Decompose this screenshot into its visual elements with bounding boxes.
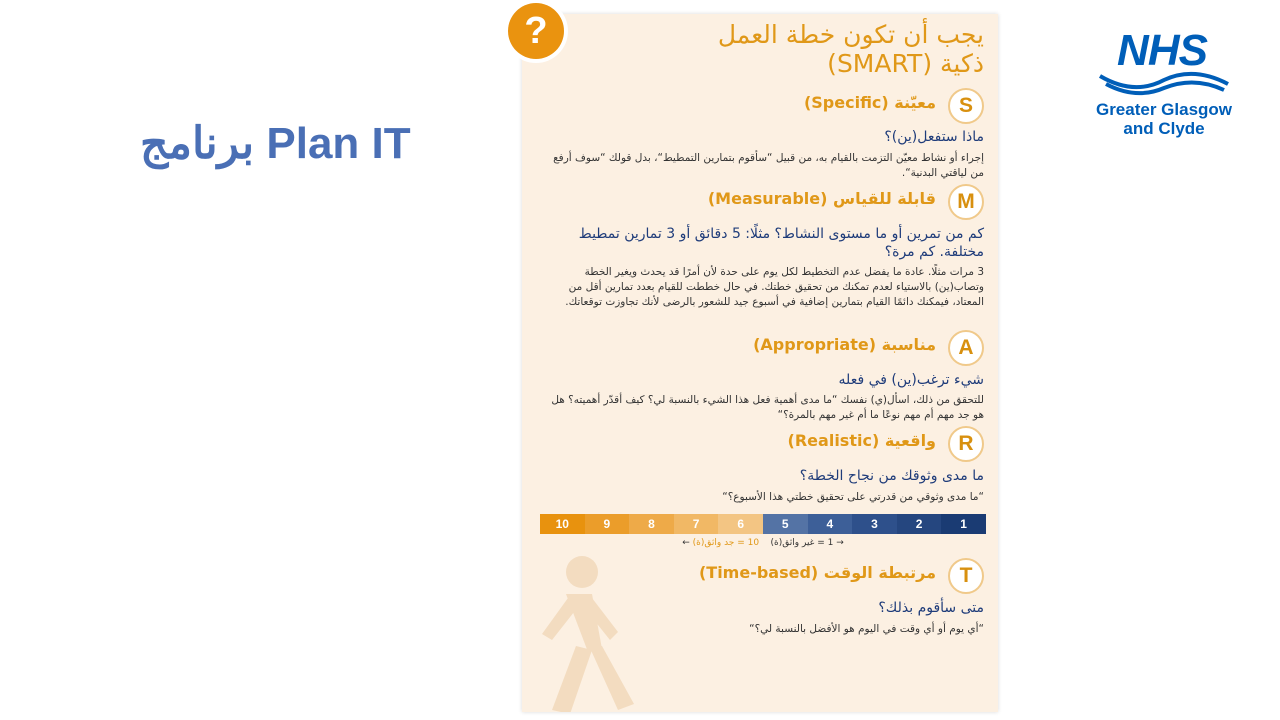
section-realistic-text: “ما مدى وثوقي من قدرتي على تحقيق خطتي هذا الأسبوع؟“ [722,491,984,503]
scale-cell: 9 [585,514,630,534]
section-timebased-header [544,558,984,592]
section-realistic-title: واقعية (Realistic) [787,431,936,450]
clyde-waves-icon [1098,70,1230,96]
scale-cell: 10 [540,514,585,534]
scale-cell: 7 [674,514,719,534]
scale-cell: 2 [897,514,942,534]
confidence-scale [540,514,986,534]
question-mark-icon: ? [508,3,564,59]
scale-cell: 1 [941,514,986,534]
legend-low: 1 = غير واثق(ة) [770,538,834,548]
slide-title: برنامج Plan IT [140,119,411,168]
section-timebased-question: متى سأقوم بذلك؟ [878,600,984,616]
section-specific-header [544,88,984,122]
section-specific-title: معيّنة (Specific) [803,93,936,112]
nhs-wordmark: NHS [1117,26,1207,75]
section-timebased-title: مرتبطة الوقت (Time-based) [698,563,936,582]
letter-t-badge: T [948,558,984,594]
scale-cell: 4 [808,514,853,534]
section-measurable-title: قابلة للقياس (Measurable) [707,189,936,208]
section-measurable-text: 3 مرات مثلًا. عادة ما يفضل عدم التخطيط لكل يوم على حدة لأن أمرًا قد يحدث ويغير الخطة وتصاب(ين) بالاستياء لعدم تمكنك من تحقيق خطتك. في حال خططت للقيام بعدد تمارين أقل من المعتاد، فيمكنك دائمًا القيام بتمارين إضافية في أسبوع جيد للشعور بالرضى لأنك تجاوزت توقعاتك. [565,266,984,308]
section-realistic-question: ما مدى وثوقك من نجاح الخطة؟ [799,468,984,484]
nhs-board-line2: and Clyde [1123,119,1205,138]
arrow-right-icon: ← [682,538,690,548]
section-measurable-question: كم من تمرين أو ما مستوى النشاط؟ مثلًا: 5 دقائق أو 3 تمارين تمطيط مختلفة. كم مرة؟ [578,226,984,260]
card-title-line1: يجب أن تكون خطة العمل [717,20,984,49]
section-timebased-text: “أي يوم أو أي وقت في اليوم هو الأفضل بالنسبة لي؟“ [749,623,984,635]
letter-r-badge: R [948,426,984,462]
nhs-board-line1: Greater Glasgow [1095,100,1233,119]
scale-cell: 3 [852,514,897,534]
letter-a-badge: A [948,330,984,366]
section-realistic-header [544,426,984,460]
card-title [684,20,984,78]
arrow-left-icon: → [836,538,844,548]
section-specific-question: ماذا ستفعل(ين)؟ [884,129,984,145]
card-title-line2: ذكية (SMART) [827,49,984,78]
section-measurable-header [544,184,984,218]
letter-s-badge: S [948,88,984,124]
letter-m-badge: M [948,184,984,220]
legend-high: 10 = جد واثق(ة) [692,538,760,548]
smart-plan-card [522,14,998,712]
scale-legend [540,538,986,548]
scale-cell: 5 [763,514,808,534]
section-appropriate-question: شيء ترغب(ين) في فعله [838,372,984,388]
nhs-logo [1088,26,1240,138]
scale-cell: 8 [629,514,674,534]
scale-cell: 6 [718,514,763,534]
section-specific-text: إجراء أو نشاط معيّن التزمت بالقيام به، من قبيل “سأقوم بتمارين التمطيط“، بدل قولك “سوف أرفع من لياقتي البدنية“. [553,152,984,179]
section-appropriate-title: مناسبة (Appropriate) [753,335,936,354]
section-appropriate-header [544,330,984,364]
section-appropriate-text: للتحقق من ذلك، اسأل(ي) نفسك “ما مدى أهمية فعل هذا الشيء بالنسبة لي؟ كيف أقدّر أهميته؟ هل هو جد مهم أم مهم نوعًا ما أم غير مهم بالمرة؟“ [551,394,984,421]
